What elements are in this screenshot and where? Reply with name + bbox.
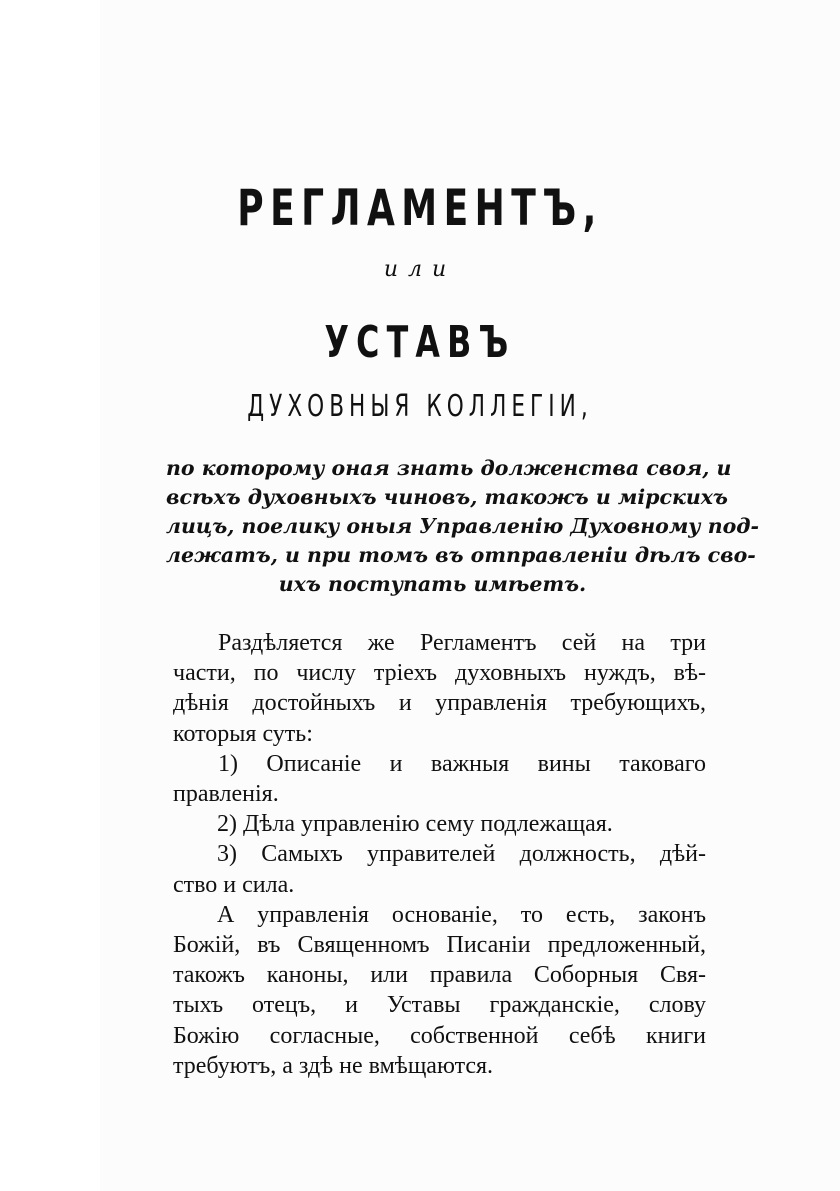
title-description — [166, 454, 760, 599]
body-line: требуютъ, а здѣ не вмѣщаются. — [173, 1052, 494, 1079]
page-margin — [0, 0, 100, 1191]
description-line: лицъ, поелику оныя Управленiю Духовному под- — [166, 514, 760, 538]
document-subtitle-college: ДУХОВНЫЯ КОЛЛЕГIИ, — [247, 389, 593, 424]
body-line: правленiя. — [173, 781, 279, 808]
body-line: части, по числу трiехъ духовныхъ нуждъ, вѣ- — [173, 660, 706, 687]
body-line: Божiй, въ Священномъ Писанiи предложенный, — [173, 932, 706, 959]
description-line: по которому оная знать долженства своя, и — [166, 456, 732, 480]
body-text — [173, 628, 706, 1081]
body-line: такожъ каноны, или правила Соборныя Свя- — [173, 962, 706, 989]
body-line: которыя суть: — [173, 720, 313, 747]
body-line: дѣнiя достойныхъ и управленiя требующихъ, — [173, 690, 706, 717]
title-conjunction: или — [383, 257, 457, 282]
document-subtitle-main: УСТАВЪ — [324, 317, 516, 368]
body-line: Божiю согласные, собственной себѣ книги — [173, 1022, 706, 1049]
description-line: ихъ поступать имѣетъ. — [278, 572, 587, 596]
body-line: Раздѣляется же Регламентъ сей на три — [218, 630, 706, 656]
body-line: тыхъ отецъ, и Уставы гражданскiе, слову — [173, 992, 706, 1019]
description-line: лежатъ, и при томъ въ отправленiи дѣлъ сво- — [166, 543, 756, 567]
document-title: РЕГЛАМЕНТЪ, — [237, 179, 603, 237]
body-line: ство и сила. — [173, 871, 295, 898]
list-item-3: 3) Самыхъ управителей должность, дѣй- — [217, 841, 706, 868]
description-line: всѣхъ духовныхъ чиновъ, такожъ и мiрскихъ — [166, 485, 728, 509]
list-item-1: 1) Описанiе и важныя вины таковаго — [218, 750, 706, 777]
list-item-2: 2) Дѣла управленiю сему подлежащая. — [217, 811, 613, 838]
body-line: А управленiя основанiе, то есть, законъ — [217, 901, 706, 928]
